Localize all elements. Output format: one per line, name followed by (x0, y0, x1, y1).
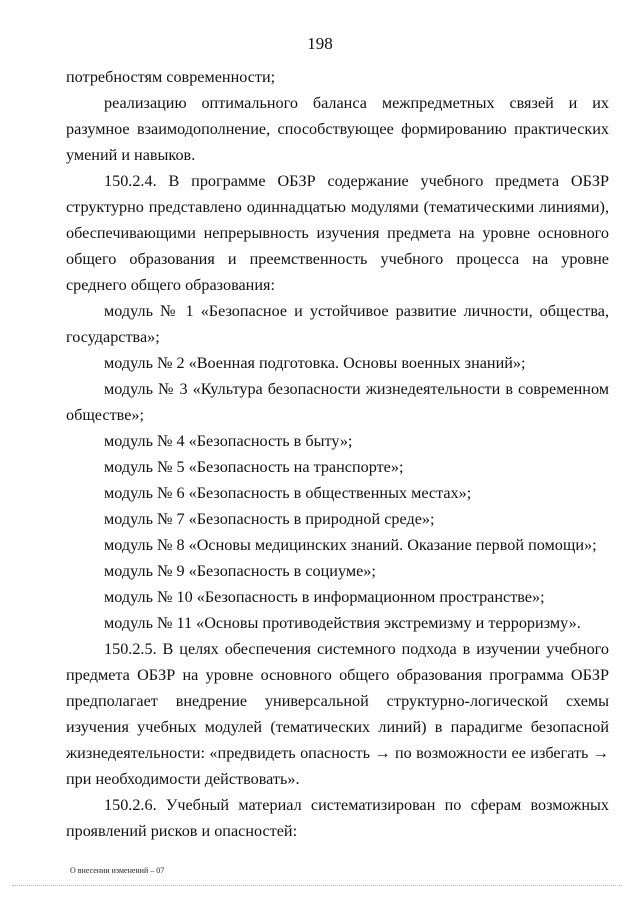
paragraph: реализацию оптимального баланса межпредметных связей и их разумное взаимодополнение, способствующее формированию практических умений и навыков. (66, 94, 609, 164)
module-item: модуль № 5 «Безопасность на транспорте»; (104, 458, 404, 476)
module-item: модуль № 2 «Военная подготовка. Основы военных знаний»; (104, 354, 526, 372)
section-150-2-5: 150.2.5. В целях обеспечения системного подхода в изучении учебного предмета ОБЗР на уровне основного общего образования программа ОБЗР предполагает внедрение универсальной структурно-логической схемы изучения учебных модулей (тематических линий) в парадигме безопасной жизнедеятельности: «предвидеть опасность → по возможности ее избегать → при необходимости действовать». (66, 640, 609, 788)
module-item: модуль № 11 «Основы противодействия экстремизму и терроризму». (104, 614, 581, 632)
body-text (66, 64, 609, 844)
module-item: модуль № 7 «Безопасность в природной среде»; (104, 510, 435, 528)
module-item: модуль № 10 «Безопасность в информационном пространстве»; (104, 588, 545, 606)
module-item: модуль № 3 «Культура безопасности жизнедеятельности в современном обществе»; (66, 380, 609, 424)
module-item: модуль № 9 «Безопасность в социуме»; (104, 562, 376, 580)
module-item: модуль № 6 «Безопасность в общественных местах»; (104, 484, 472, 502)
module-item: модуль № 1 «Безопасное и устойчивое развитие личности, общества, государства»; (66, 302, 609, 346)
footer-note: О внесении изменений – 07 (70, 866, 165, 875)
section-150-2-6: 150.2.6. Учебный материал систематизирован по сферам возможных проявлений рисков и опасностей: (66, 796, 609, 840)
section-150-2-4: 150.2.4. В программе ОБЗР содержание учебного предмета ОБЗР структурно представлено одиннадцатью модулями (тематическими линиями), обеспечивающими непрерывность изучения предмета на уровне основного общего образования и преемственность учебного процесса на уровне среднего общего образования: (66, 172, 609, 294)
scan-artifact-line (12, 885, 622, 886)
module-item: модуль № 8 «Основы медицинских знаний. Оказание первой помощи»; (104, 536, 597, 554)
page-number: 198 (307, 34, 333, 53)
paragraph: потребностям современности; (66, 68, 276, 86)
module-item: модуль № 4 «Безопасность в быту»; (104, 432, 353, 450)
